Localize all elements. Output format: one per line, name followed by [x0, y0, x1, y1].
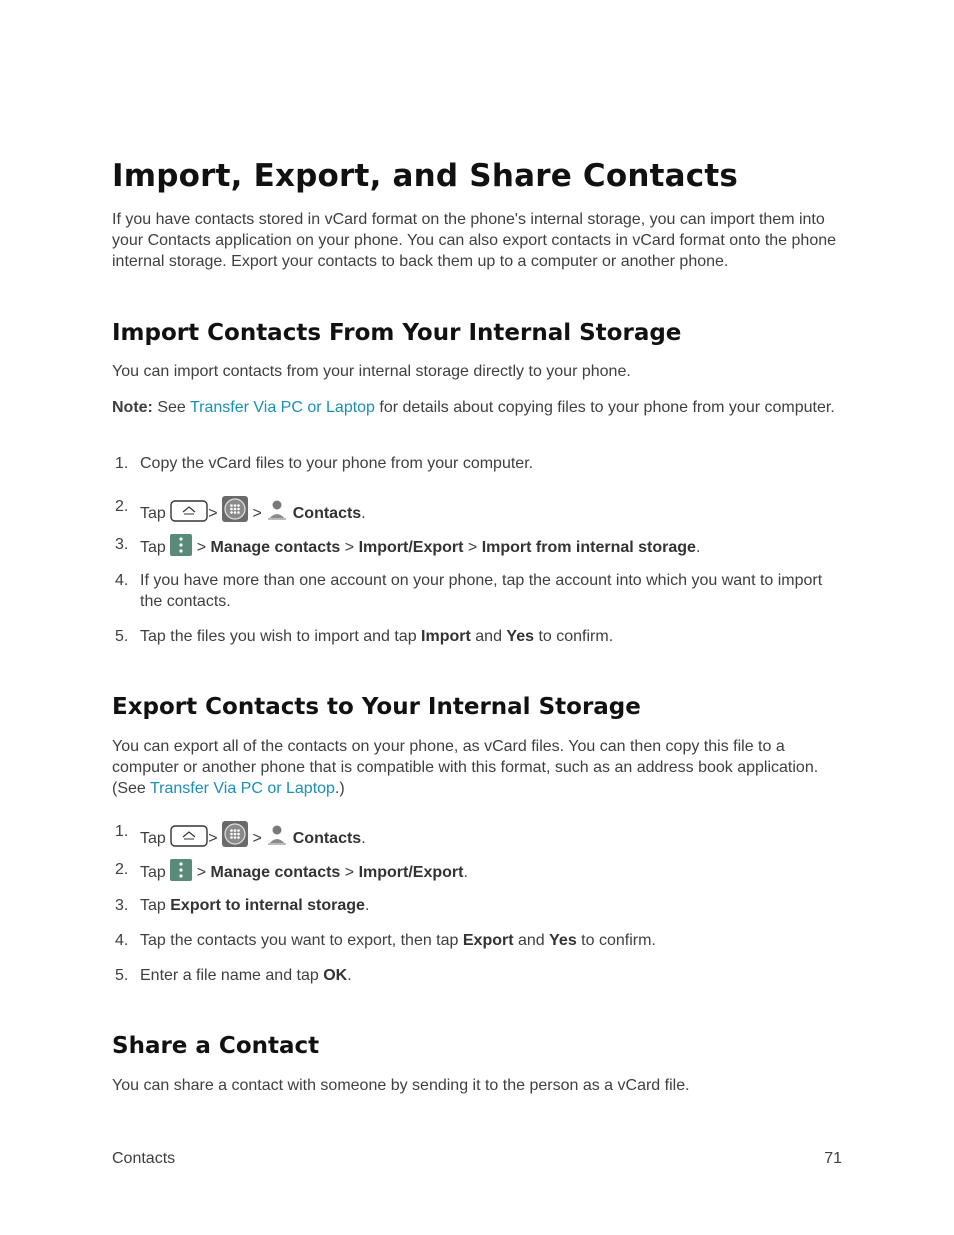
step-text	[140, 626, 840, 647]
export-desc-pre: You can export all of the contacts on your phone, as vCard files. You can then copy this file to a computer or another phone that is compatible with this format, such as an address book application. (See	[112, 738, 819, 797]
page-number: 71	[824, 1150, 842, 1167]
step-text	[140, 895, 840, 916]
ok-label: OK	[323, 967, 348, 984]
contacts-label: Contacts	[292, 505, 362, 522]
step-text	[140, 859, 840, 887]
separator: >	[196, 864, 207, 881]
separator: >	[252, 830, 262, 847]
import-label: Import	[421, 628, 471, 645]
step-text	[140, 534, 840, 562]
menu-icon	[170, 534, 192, 562]
export-to-internal-label: Export to internal storage	[170, 897, 365, 914]
step-number: 5.	[115, 967, 129, 984]
export-desc-post: .)	[334, 780, 345, 797]
separator: >	[344, 864, 355, 881]
period: .	[361, 830, 366, 847]
step-text	[140, 496, 840, 528]
step-number: 4.	[115, 572, 129, 589]
step-number: 1.	[115, 455, 129, 472]
manage-contacts-label: Manage contacts	[210, 539, 341, 556]
export-heading: Export Contacts to Your Internal Storage	[112, 694, 641, 720]
step-number: 2.	[115, 861, 129, 878]
export-label: Export	[462, 932, 514, 949]
text-post: to confirm.	[534, 628, 614, 645]
footer-section: Contacts	[112, 1150, 176, 1167]
contacts-app-icon	[266, 498, 288, 528]
tap-word: Tap	[140, 864, 166, 881]
separator: >	[208, 830, 218, 847]
text-post: to confirm.	[576, 932, 656, 949]
import-heading: Import Contacts From Your Internal Storage	[112, 320, 682, 346]
step-number: 5.	[115, 628, 129, 645]
separator: >	[208, 505, 218, 522]
step-text: If you have more than one account on your phone, tap the account into which you want to import the contacts.	[140, 572, 823, 610]
note-text-pre: See	[152, 399, 190, 416]
tap-word: Tap	[140, 830, 166, 847]
transfer-link[interactable]: Transfer Via PC or Laptop	[149, 780, 335, 797]
tap-word: Tap	[140, 539, 166, 556]
text-mid: and	[513, 932, 550, 949]
separator: >	[467, 539, 478, 556]
period: .	[361, 505, 366, 522]
yes-label: Yes	[506, 628, 535, 645]
separator: >	[344, 539, 355, 556]
text-pre: Tap the files you wish to import and tap	[140, 628, 422, 645]
text-post: .	[347, 967, 352, 984]
step-number: 1.	[115, 823, 129, 840]
text-pre: Tap the contacts you want to export, then tap	[140, 932, 463, 949]
tap-word: Tap	[140, 505, 166, 522]
share-desc: You can share a contact with someone by sending it to the person as a vCard file.	[112, 1077, 690, 1094]
contacts-label: Contacts	[292, 830, 362, 847]
yes-label: Yes	[549, 932, 577, 949]
share-heading: Share a Contact	[112, 1033, 320, 1059]
note-label: Note:	[112, 399, 153, 416]
text-pre: Enter a file name and tap	[140, 967, 324, 984]
export-desc	[112, 736, 842, 799]
import-desc: You can import contacts from your internal storage directly to your phone.	[112, 363, 631, 380]
note-text-post: for details about copying files to your phone from your computer.	[374, 399, 835, 416]
step-text	[140, 930, 840, 951]
step-text	[140, 965, 840, 986]
transfer-link[interactable]: Transfer Via PC or Laptop	[189, 399, 375, 416]
menu-icon	[170, 859, 192, 887]
import-export-label: Import/Export	[358, 864, 464, 881]
step-number: 3.	[115, 897, 129, 914]
home-key-icon	[170, 825, 208, 853]
import-from-internal-label: Import from internal storage	[481, 539, 696, 556]
period: .	[695, 539, 701, 556]
import-note	[112, 397, 842, 418]
separator: >	[196, 539, 207, 556]
text-post: .	[364, 897, 370, 914]
home-key-icon	[170, 500, 208, 528]
import-export-label: Import/Export	[358, 539, 464, 556]
step-number: 2.	[115, 498, 129, 515]
apps-icon	[222, 821, 248, 853]
manage-contacts-label: Manage contacts	[210, 864, 341, 881]
contacts-app-icon	[266, 823, 288, 853]
page-title: Import, Export, and Share Contacts	[112, 158, 739, 194]
text-pre: Tap	[140, 897, 171, 914]
step-number: 4.	[115, 932, 129, 949]
apps-icon	[222, 496, 248, 528]
separator: >	[252, 505, 262, 522]
step-text: Copy the vCard files to your phone from your computer.	[140, 455, 534, 472]
text-mid: and	[470, 628, 507, 645]
step-number: 3.	[115, 536, 129, 553]
period: .	[463, 864, 468, 881]
step-text	[140, 821, 840, 853]
intro-paragraph: If you have contacts stored in vCard format on the phone's internal storage, you can import them into your Contacts application on your phone. You can also export contacts in vCard format onto the phone internal storage. Export your contacts to back them up to a computer or another phone.	[112, 211, 837, 270]
